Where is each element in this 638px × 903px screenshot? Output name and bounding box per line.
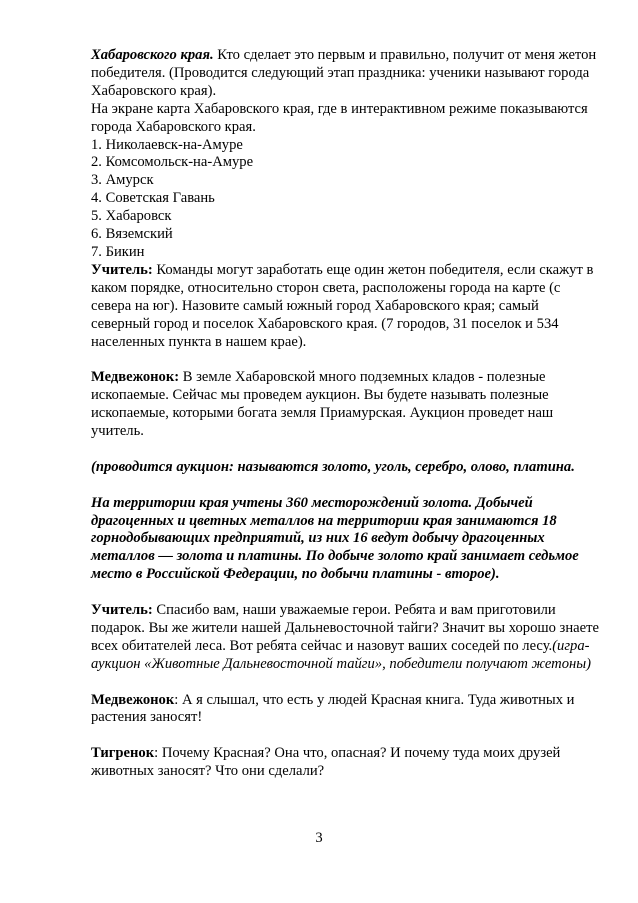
speech-text: : Почему Красная? Она что, опасная? И почему туда моих друзей животных заносят? Что они сделали? (91, 745, 561, 780)
city-item: 5. Хабаровск (91, 208, 172, 225)
paragraph-teacher-gift (91, 602, 599, 674)
speaker-label: Медвежонок (91, 691, 175, 708)
paragraph-intro-text: Кто сделает это первым и правильно, получит от меня жетон победителя. (Проводится следующий этап праздника: ученики называют города Хабаровского края). (91, 47, 597, 99)
speaker-label: Учитель: (91, 602, 153, 619)
paragraph-auction-note: (проводится аукцион: называются золото, уголь, серебро, олово, платина. (91, 458, 575, 475)
paragraph-intro (91, 47, 599, 101)
speech-text: В земле Хабаровской много подземных кладов - полезные ископаемые. Сейчас мы проведем аукцион. Вы будете называть полезные ископаемые, которыми богата земля Приамурская. Аукцион проведет наш учитель. (91, 369, 554, 440)
speech-text: : А я слышал, что есть у людей Красная книга. Туда животных и растения заносят! (91, 691, 575, 726)
city-item: 6. Вяземский (91, 226, 173, 243)
paragraph-bear-redbook (91, 692, 599, 728)
page-number: 3 (315, 830, 323, 846)
paragraph-tiger (91, 745, 599, 781)
city-item: 4. Советская Гавань (91, 190, 215, 207)
cities-list (91, 137, 599, 262)
city-item: 7. Бикин (91, 243, 145, 260)
paragraph-bear-minerals (91, 369, 599, 441)
page-body (91, 47, 599, 781)
game-note: (игра-аукцион «Животные Дальневосточной тайги», победители получают жетоны) (91, 637, 591, 672)
speaker-label: Медвежонок: (91, 369, 180, 386)
city-item: 1. Николаевск-на-Амуре (91, 136, 243, 153)
speech-text: Команды могут заработать еще один жетон победителя, если скажут в каком порядке, относительно сторон света, расположены города на карте (с севера на юг). Назовите самый южный город Хабаровского края; самый северный город и поселок Хабаровского края. (7 городов, 31 поселок и 534 населенных пункта в нашем крае). (91, 261, 594, 350)
speech-text: Спасибо вам, наши уважаемые герои. Ребята и вам приготовили подарок. Вы же жители нашей Дальневосточной тайги? Значит вы хорошо знаете всех обитателей леса. Вот ребята сейчас и назовут ваших соседей по лесу. (91, 602, 599, 654)
paragraph-teacher-cities (91, 262, 599, 352)
speaker-label: Тигренок (91, 745, 155, 762)
region-name: Хабаровского края. (91, 47, 214, 63)
speaker-label: Учитель: (91, 261, 153, 278)
paragraph-gold-facts: На территории края учтены 360 месторождений золота. Добычей драгоценных и цветных металлов на территории края занимаются 18 горнодобывающих предприятий, из них 16 ведут добычу драгоценных металлов — золота и платины. По добыче золото край занимает седьмое место в Российской Федерации, по добычи платины - второе). (91, 494, 579, 583)
city-item: 3. Амурск (91, 172, 154, 189)
city-item: 2. Комсомольск-на-Амуре (91, 154, 254, 171)
paragraph-map: На экране карта Хабаровского края, где в интерактивном режиме показываются города Хабаровского края. (91, 100, 588, 135)
